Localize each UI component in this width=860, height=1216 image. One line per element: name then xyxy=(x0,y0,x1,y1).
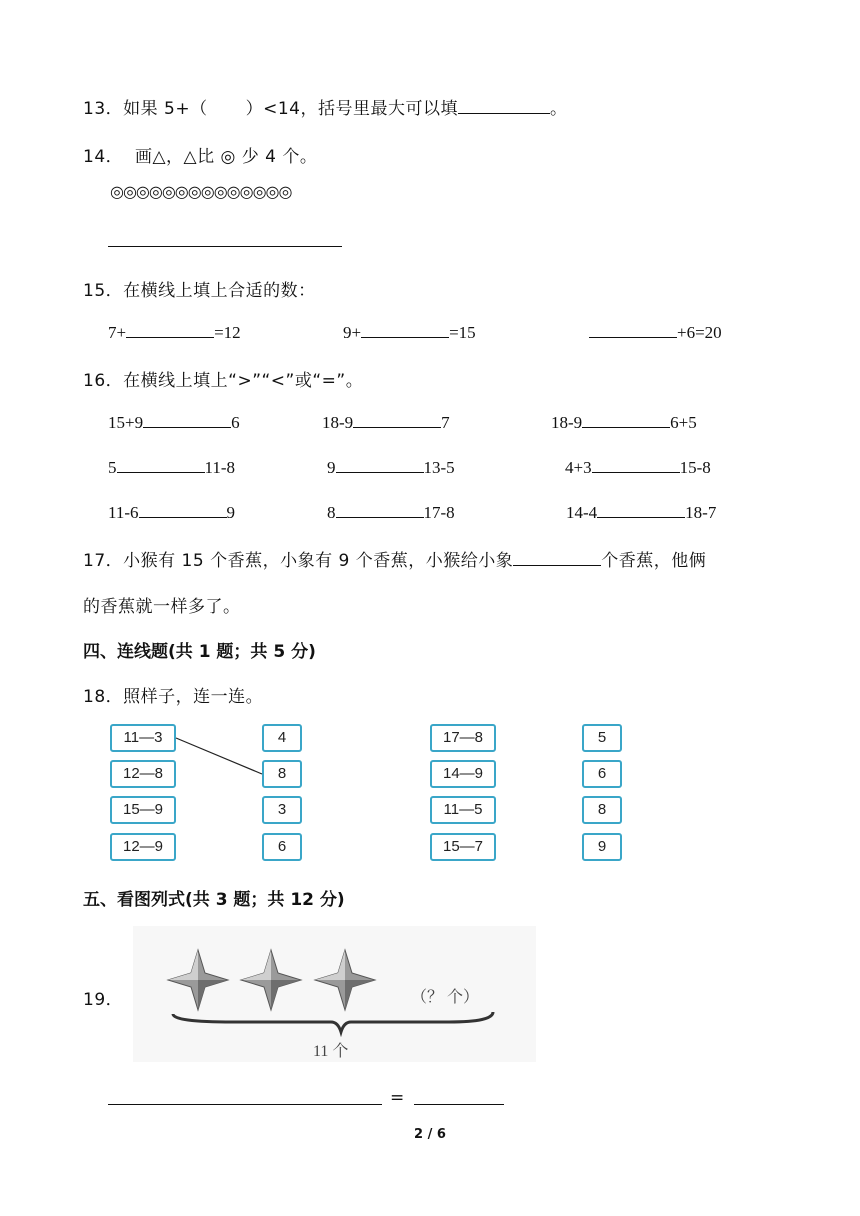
answer-line[interactable] xyxy=(414,1104,504,1105)
question-number: 16． xyxy=(83,371,124,391)
number-box[interactable]: 6 xyxy=(582,760,622,788)
equation-line[interactable] xyxy=(108,1104,382,1105)
question-number: 13． xyxy=(83,99,124,119)
expr-box[interactable]: 15—7 xyxy=(430,833,496,861)
expr-right: 17-8 xyxy=(423,503,455,522)
star-icon xyxy=(241,950,301,1010)
expr-left: 11-6 xyxy=(108,503,139,522)
number-box[interactable]: 6 xyxy=(262,833,302,861)
picture-panel xyxy=(133,926,536,1062)
question-text: 如果 5+（ xyxy=(123,99,208,119)
expr-right: 18-7 xyxy=(685,503,717,522)
question-mark-label: （？ 个） xyxy=(411,989,480,1006)
expr-right: =12 xyxy=(214,323,241,342)
question-number: 17． xyxy=(83,551,124,571)
star-icon xyxy=(315,950,375,1010)
question-text: 在横线上填上合适的数： xyxy=(123,281,316,301)
question-text: 个香蕉，他俩 xyxy=(601,551,707,571)
expr-left: 15+9 xyxy=(108,413,144,432)
expr-right: 15-8 xyxy=(679,458,711,477)
question-17-line2: 的香蕉就一样多了。 xyxy=(83,597,241,617)
expr-left: 18-9 xyxy=(322,413,354,432)
question-number: 18． xyxy=(83,687,124,707)
question-number: 14． xyxy=(83,147,124,167)
section-title: 五、看图列式(共 3 题；共 12 分) xyxy=(83,890,345,910)
page-number: 2 / 6 xyxy=(414,1127,446,1142)
expr-right: 9 xyxy=(226,503,236,522)
question-number: 19． xyxy=(83,990,124,1010)
expr-right: =15 xyxy=(449,323,476,342)
expr-left: 9+ xyxy=(343,323,362,342)
expr-left: 7+ xyxy=(108,323,127,342)
expr-box[interactable]: 17—8 xyxy=(430,724,496,752)
star-icon xyxy=(168,950,228,1010)
question-text: 。 xyxy=(550,99,568,119)
expr-left: 14-4 xyxy=(566,503,598,522)
question-text: 小猴有 15 个香蕉，小象有 9 个香蕉，小猴给小象 xyxy=(123,551,514,571)
question-text: 画△，△比 ◎ 少 4 个。 xyxy=(134,147,318,167)
expr-box[interactable]: 11—5 xyxy=(430,796,496,824)
expr-box[interactable]: 12—8 xyxy=(110,760,176,788)
expr-right: +6=20 xyxy=(677,323,722,342)
expr-right: 6 xyxy=(231,413,240,432)
number-box[interactable]: 8 xyxy=(582,796,622,824)
expr-right: 7 xyxy=(441,413,450,432)
expr-left: 9 xyxy=(327,458,336,477)
expr-right: 13-5 xyxy=(423,458,455,477)
expr-right: 6+5 xyxy=(670,413,697,432)
question-text: ）<14，括号里最大可以填 xyxy=(245,99,458,119)
question-number: 15． xyxy=(83,281,124,301)
number-box[interactable]: 9 xyxy=(582,833,622,861)
expr-left: 4+3 xyxy=(565,458,592,477)
expr-left: 5 xyxy=(108,458,117,477)
brace-icon xyxy=(173,1012,493,1032)
number-box[interactable]: 8 xyxy=(262,760,302,788)
number-box[interactable]: 3 xyxy=(262,796,302,824)
number-box[interactable]: 5 xyxy=(582,724,622,752)
expr-left: 8 xyxy=(327,503,336,522)
expr-left: 18-9 xyxy=(551,413,583,432)
expr-box[interactable]: 14—9 xyxy=(430,760,496,788)
expr-right: 11-8 xyxy=(204,458,236,477)
double-circle-row: ◎◎◎◎◎◎◎◎◎◎◎◎◎◎ xyxy=(110,182,292,201)
question-text: 照样子，连一连。 xyxy=(123,687,264,707)
expr-box[interactable]: 11—3 xyxy=(110,724,176,752)
total-label: 11 个 xyxy=(313,1043,349,1060)
expr-box[interactable]: 12—9 xyxy=(110,833,176,861)
section-title: 四、连线题(共 1 题；共 5 分) xyxy=(83,642,316,662)
equals-sign: = xyxy=(390,1088,405,1108)
expr-box[interactable]: 15—9 xyxy=(110,796,176,824)
question-text: 在横线上填上“>”“<”或“=”。 xyxy=(123,371,364,391)
number-box[interactable]: 4 xyxy=(262,724,302,752)
